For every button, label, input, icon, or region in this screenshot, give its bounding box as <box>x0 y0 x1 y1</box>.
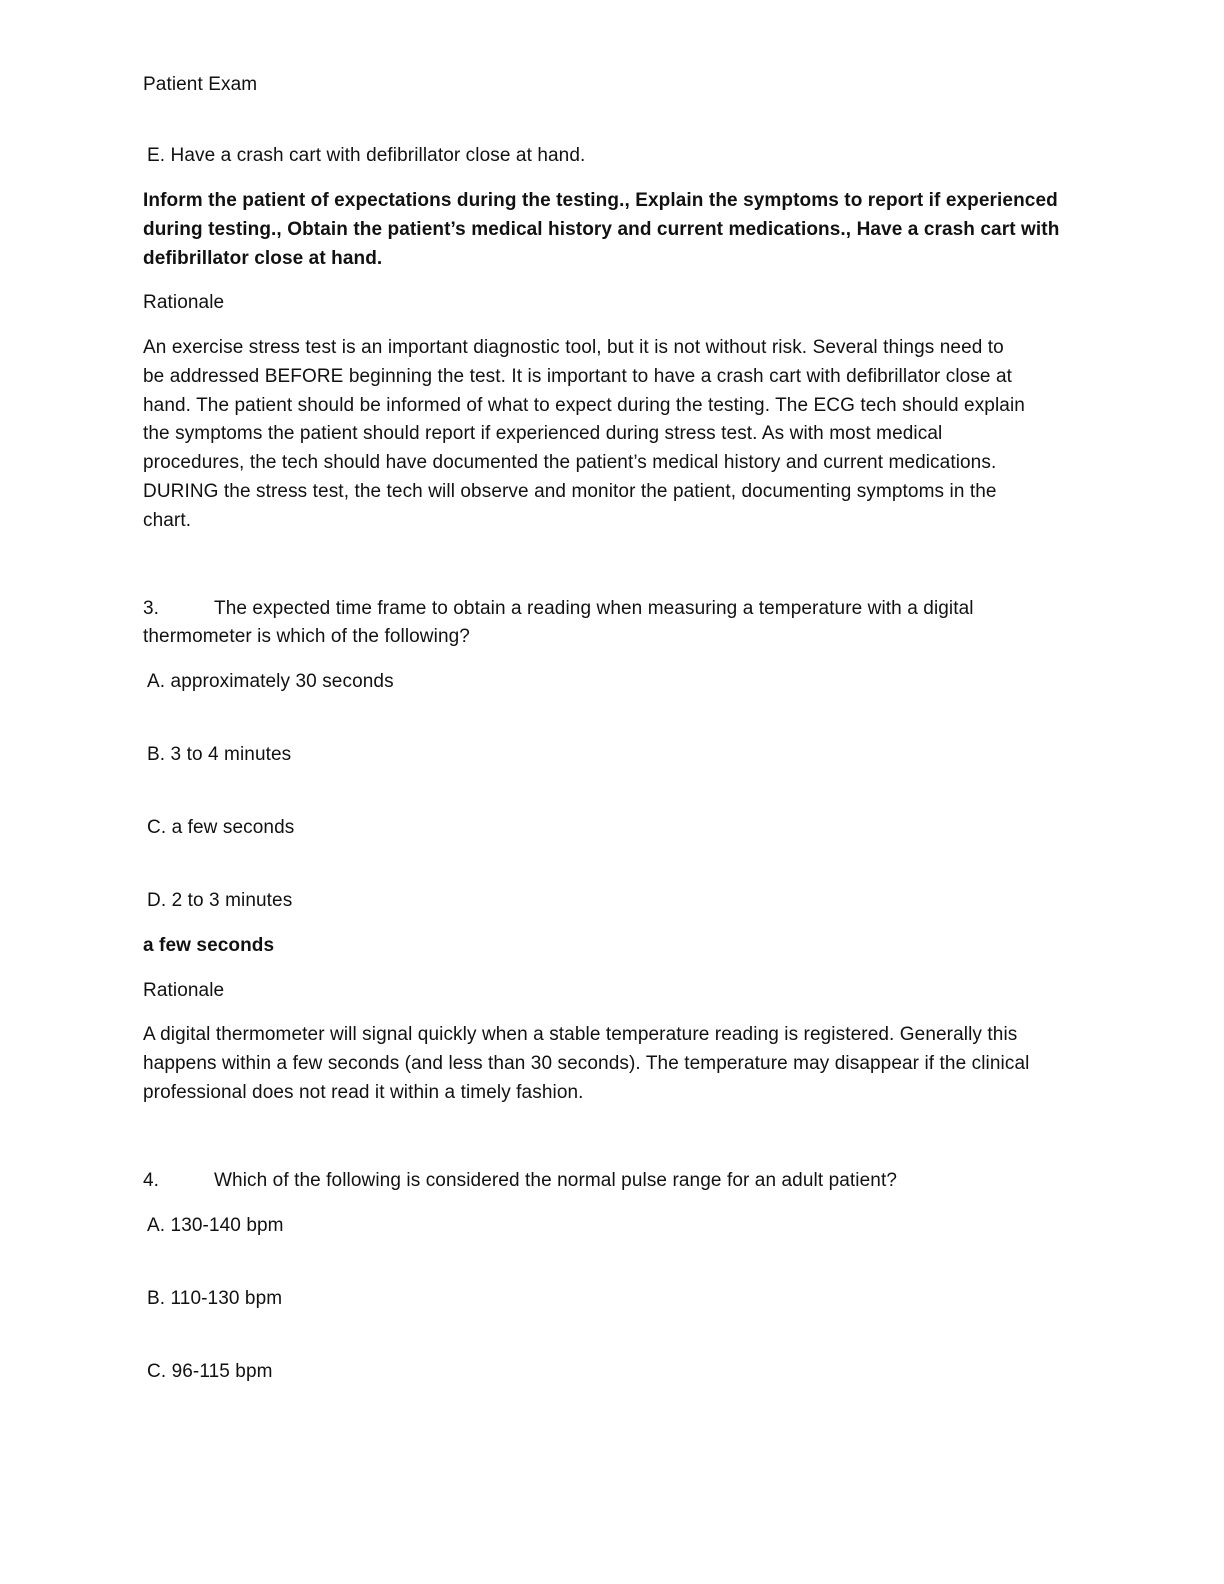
q4-option-a: A. 130-140 bpm <box>147 1215 284 1236</box>
q3-question <box>143 594 974 623</box>
q3-option-a: A. approximately 30 seconds <box>147 671 394 692</box>
q4-question <box>143 1166 897 1195</box>
page-header: Patient Exam <box>143 74 258 95</box>
rationale-line: A digital thermometer will signal quickly when a stable temperature reading is registered. Generally this <box>143 1024 1018 1045</box>
q3-question-continued: thermometer is which of the following? <box>143 626 470 647</box>
q2-answer-line: during testing., Obtain the patient’s medical history and current medications., Have a crash cart with <box>143 219 1060 240</box>
rationale-line: An exercise stress test is an important diagnostic tool, but it is not without risk. Several things need to <box>143 337 1004 358</box>
q2-answer-line: Inform the patient of expectations during the testing., Explain the symptoms to report if experienced <box>143 190 1058 211</box>
rationale-line: DURING the stress test, the tech will observe and monitor the patient, documenting symptoms in the <box>143 481 997 502</box>
q3-option-b: B. 3 to 4 minutes <box>147 744 292 765</box>
q2-option-e: E. Have a crash cart with defibrillator close at hand. <box>147 145 586 166</box>
rationale-line: chart. <box>143 510 192 531</box>
rationale-line: hand. The patient should be informed of what to expect during the testing. The ECG tech should explain <box>143 395 1025 416</box>
q4-number: 4. <box>143 1170 160 1191</box>
q3-option-c: C. a few seconds <box>147 817 295 838</box>
q4-question-text: Which of the following is considered the normal pulse range for an adult patient? <box>214 1170 897 1191</box>
q4-option-b: B. 110-130 bpm <box>147 1288 283 1309</box>
q3-question-text: The expected time frame to obtain a reading when measuring a temperature with a digital <box>214 598 974 619</box>
rationale-line: procedures, the tech should have documented the patient’s medical history and current medications. <box>143 452 997 473</box>
q3-answer: a few seconds <box>143 935 275 956</box>
q4-option-c: C. 96-115 bpm <box>147 1361 273 1382</box>
rationale-line: the symptoms the patient should report if experienced during stress test. As with most medical <box>143 423 943 444</box>
q3-rationale-label: Rationale <box>143 980 225 1001</box>
q3-option-d: D. 2 to 3 minutes <box>147 890 293 911</box>
q2-rationale-label: Rationale <box>143 292 225 313</box>
rationale-line: happens within a few seconds (and less than 30 seconds). The temperature may disappear if the clinical <box>143 1053 1030 1074</box>
q2-answer-line: defibrillator close at hand. <box>143 248 383 269</box>
q3-number: 3. <box>143 598 160 619</box>
rationale-line: professional does not read it within a timely fashion. <box>143 1082 584 1103</box>
rationale-line: be addressed BEFORE beginning the test. It is important to have a crash cart with defibrillator close at <box>143 366 1012 387</box>
